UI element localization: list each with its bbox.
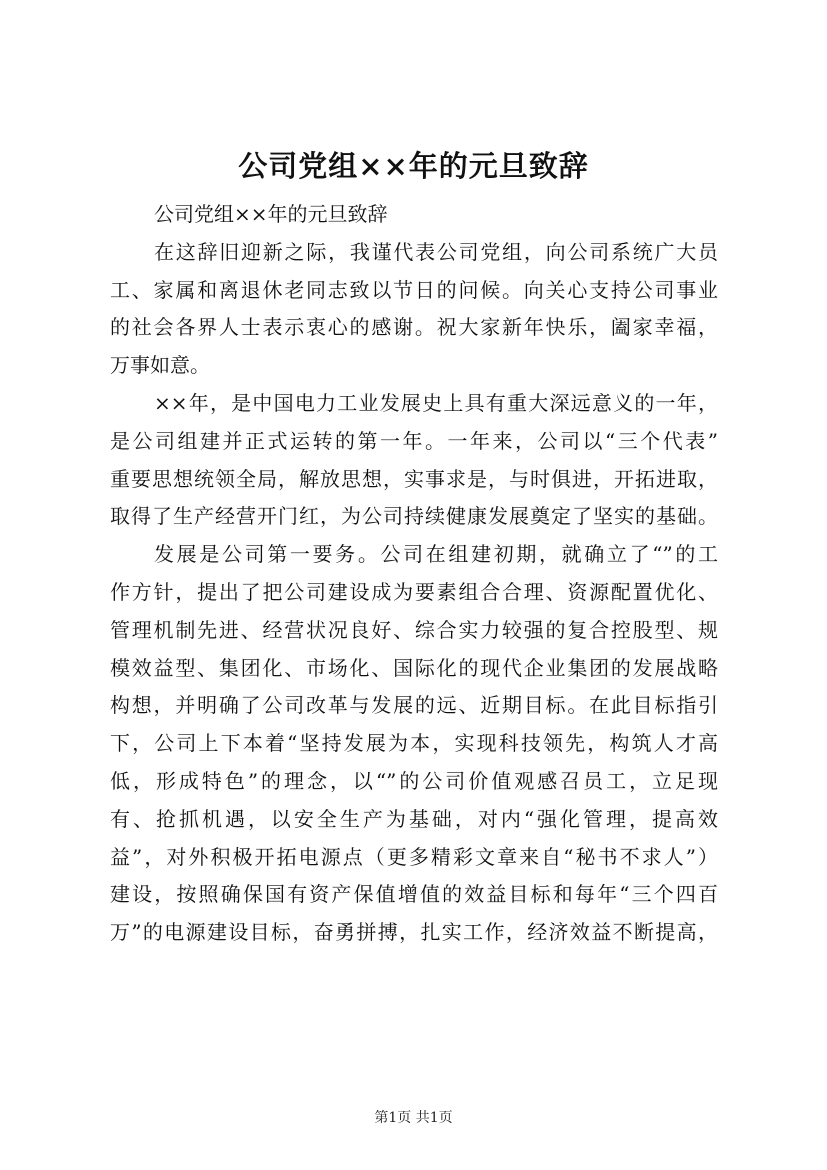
paragraph-line: 作方针，提出了把公司建设成为要素组合合理、资源配置优化、 [110, 579, 718, 604]
paragraph-line: 建设，按照确保国有资产保值增值的效益目标和每年“三个四百 [110, 882, 718, 907]
paragraph-line: 取得了生产经营开门红，为公司持续健康发展奠定了坚实的基础。 [110, 504, 718, 529]
document-body [110, 196, 718, 952]
paragraph-line: 下，公司上下本着“坚持发展为本，实现科技领先，构筑人才高 [110, 731, 718, 756]
subtitle-line: 公司党组××年的元旦致辞 [154, 202, 388, 226]
paragraph-line: 万事如意。 [110, 353, 210, 378]
paragraph-line: 益”，对外积极开拓电源点（更多精彩文章来自“秘书不求人”） [110, 844, 718, 869]
paragraph-line: ××年，是中国电力工业发展史上具有重大深远意义的一年， [154, 390, 718, 415]
paragraph-line: 有、抢抓机遇，以安全生产为基础，对内“强化管理，提高效 [110, 806, 718, 831]
paragraph-line: 工、家属和离退休老同志致以节日的问候。向关心支持公司事业 [110, 277, 718, 302]
paragraph-line: 重要思想统领全局，解放思想，实事求是，与时俱进，开拓进取， [110, 466, 718, 491]
paragraph-line: 管理机制先进、经营状况良好、综合实力较强的复合控股型、规 [110, 617, 718, 642]
paragraph-line: 万”的电源建设目标，奋勇拼搏，扎实工作，经济效益不断提高， [110, 920, 718, 945]
paragraph-line: 是公司组建并正式运转的第一年。一年来，公司以“三个代表” [110, 428, 718, 453]
paragraph-line: 发展是公司第一要务。公司在组建初期，就确立了“”的工 [154, 542, 718, 567]
document-title: 公司党组××年的元旦致辞 [238, 149, 589, 183]
paragraph-line: 在这辞旧迎新之际，我谨代表公司党组，向公司系统广大员 [154, 239, 718, 264]
paragraph-line: 的社会各界人士表示衷心的感谢。祝大家新年快乐，阖家幸福， [110, 315, 718, 340]
paragraph-line: 模效益型、集团化、市场化、国际化的现代企业集团的发展战略 [110, 655, 718, 680]
paragraph-line: 构想，并明确了公司改革与发展的远、近期目标。在此目标指引 [110, 693, 718, 718]
page-number-footer: 第1页 共1页 [374, 1110, 453, 1126]
paragraph-line: 低，形成特色”的理念，以“”的公司价值观感召员工，立足现 [110, 768, 718, 793]
